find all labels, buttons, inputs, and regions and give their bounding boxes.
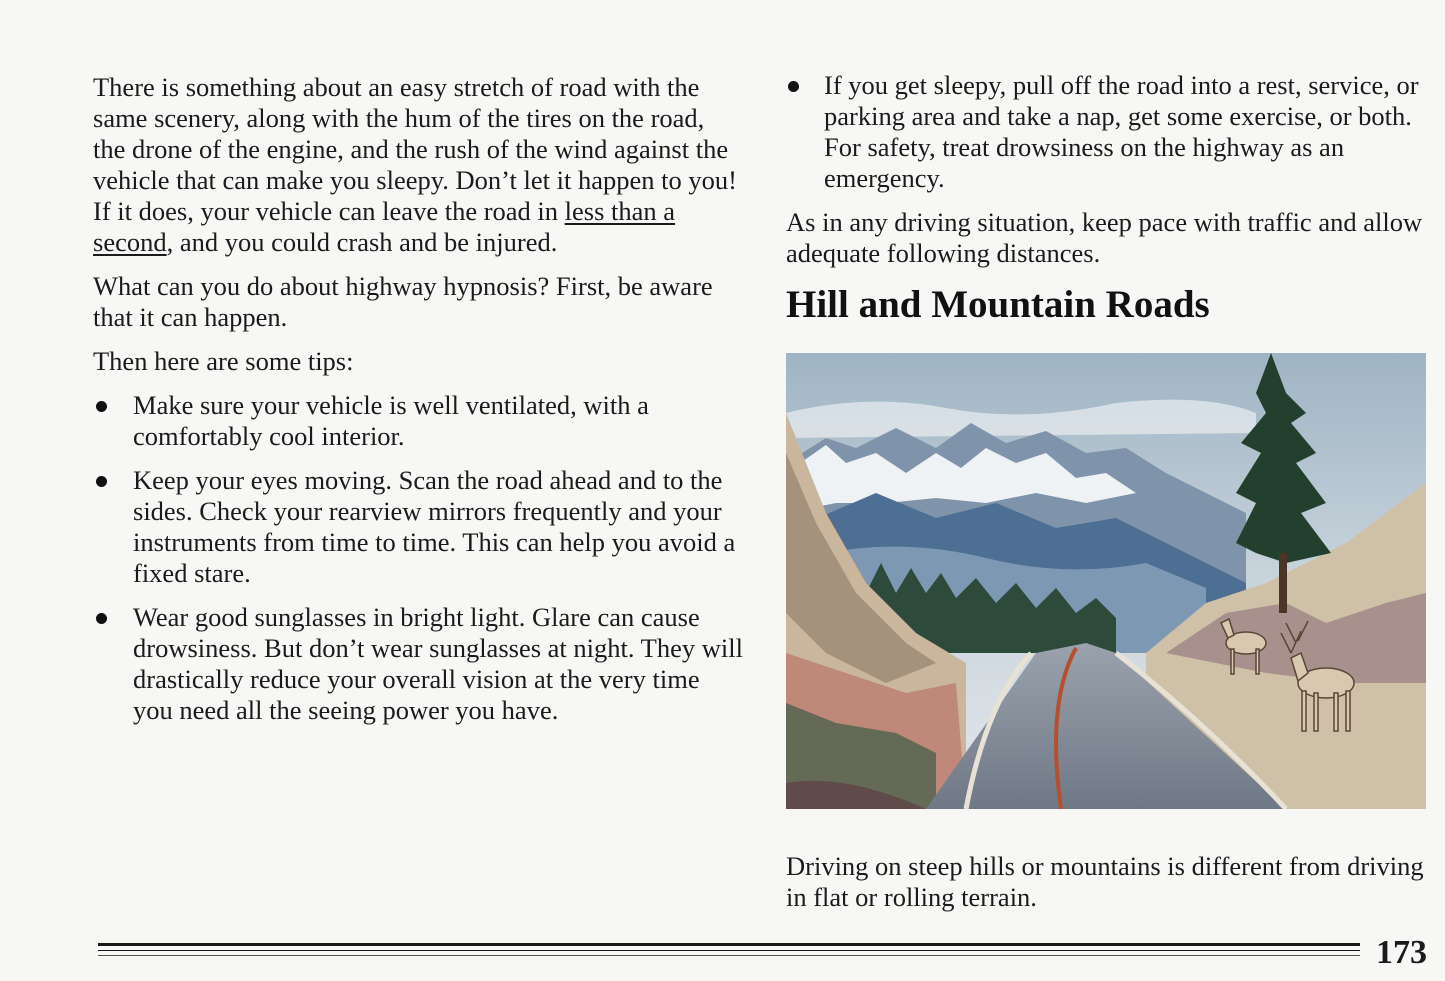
tree-trunk — [1279, 553, 1287, 613]
sleepy-list — [786, 70, 1431, 194]
bullet-icon — [96, 401, 107, 412]
rule-thin — [98, 950, 1360, 951]
rule-thin — [98, 955, 1360, 956]
paragraph-highway-hypnosis — [93, 72, 743, 258]
list-item-text: Make sure your vehicle is well ventilated, with a comfortably cool interior. — [133, 390, 649, 451]
mountain-road-illustration — [786, 353, 1426, 809]
list-item — [786, 70, 1431, 194]
rule-thick — [98, 943, 1360, 946]
paragraph-text: There is something about an easy stretch of road with the same scenery, along with the hum of the tires on the road, the drone of the engine, and the rush of the wind against the vehicle that can make you sleepy. Don’t let it happen to you! If it does, your vehicle can leave the road in — [93, 72, 737, 226]
mountain-road-svg — [786, 353, 1426, 809]
section-heading: Hill and Mountain Roads — [786, 283, 1210, 326]
tips-list — [93, 390, 743, 726]
bullet-icon — [96, 476, 107, 487]
list-item-text: If you get sleepy, pull off the road into a rest, service, or parking area and take a nap, get some exercise, or both. For safety, treat drowsiness on the highway as an emergency. — [824, 70, 1419, 193]
page-number: 173 — [1376, 934, 1427, 971]
paragraph-tips-intro: Then here are some tips: — [93, 346, 354, 376]
footer-rule — [98, 943, 1360, 956]
paragraph-question: What can you do about highway hypnosis? First, be aware that it can happen. — [93, 271, 713, 332]
image-caption: Driving on steep hills or mountains is different from driving in flat or rolling terrain. — [786, 851, 1424, 912]
list-item — [93, 465, 743, 589]
right-column — [786, 70, 1431, 328]
paragraph-text: , and you could crash and be injured. — [166, 227, 558, 257]
list-item — [93, 602, 743, 726]
list-item — [93, 390, 743, 452]
paragraph-traffic: As in any driving situation, keep pace with traffic and allow adequate following distances. — [786, 207, 1423, 268]
list-item-text: Wear good sunglasses in bright light. Glare can cause drowsiness. But don’t wear sunglasses at night. They will drastically reduce your overall vision at the very time you need all the seeing power you have. — [133, 602, 743, 725]
underlined-emphasis: less than a second — [93, 196, 676, 257]
left-column — [93, 72, 743, 739]
bullet-icon — [96, 613, 107, 624]
bullet-icon — [788, 81, 799, 92]
list-item-text: Keep your eyes moving. Scan the road ahead and to the sides. Check your rearview mirrors frequently and your instruments from time to time. This can help you avoid a fixed stare. — [133, 465, 736, 588]
